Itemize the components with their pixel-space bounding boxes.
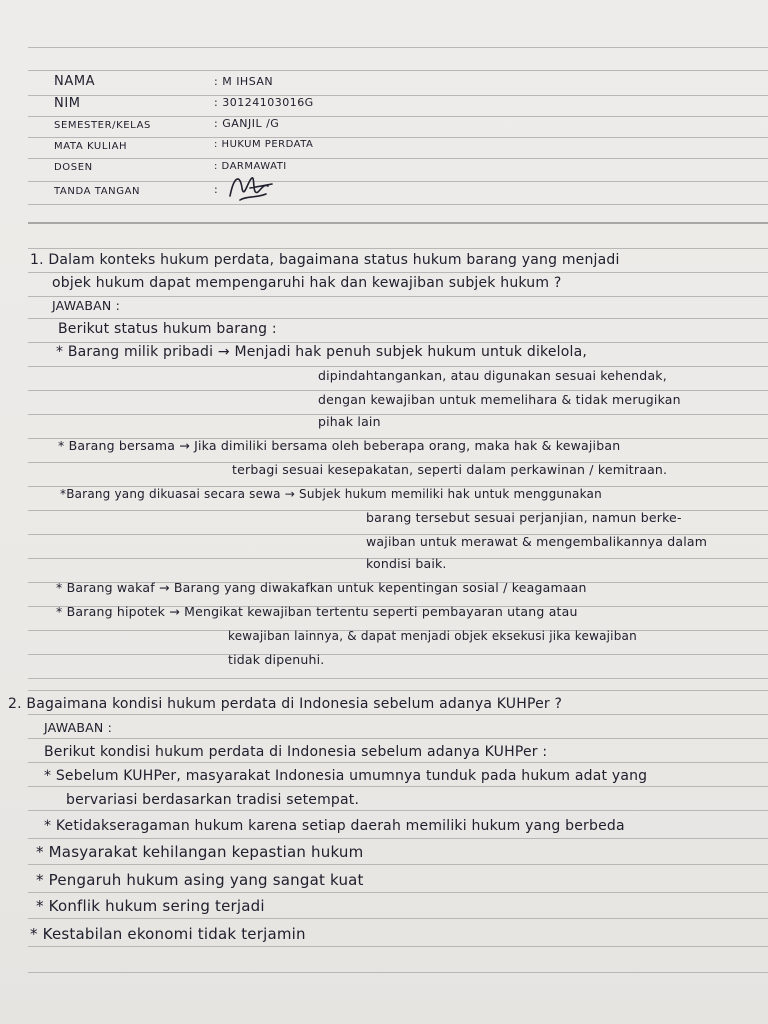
q2-item-4-line-1: * Pengaruh hukum asing yang sangat kuat	[36, 871, 364, 889]
ruled-line	[28, 838, 768, 839]
ruled-line	[28, 864, 768, 865]
header-label-dosen: DOSEN	[54, 162, 93, 173]
q1-item-3-line-3: wajiban untuk merawat & mengembalikannya dalam	[366, 534, 708, 549]
q1-item-1-line-1: * Barang milik pribadi → Menjadi hak penuh subjek hukum untuk dikelola,	[56, 344, 588, 360]
q1-item-3-line-2: barang tersebut sesuai perjanjian, namun berke-	[366, 510, 682, 525]
ruled-line	[28, 918, 768, 919]
q1-item-1-line-4: pihak lain	[318, 414, 381, 429]
q1-item-3-line-4: kondisi baik.	[366, 556, 447, 571]
q2-item-1-line-1: * Sebelum KUHPer, masyarakat Indonesia umumnya tunduk pada hukum adat yang	[44, 768, 648, 784]
ruled-line	[28, 738, 768, 739]
ruled-line	[28, 654, 768, 655]
ruled-line	[28, 222, 768, 224]
q1-item-2-line-1: * Barang bersama → Jika dimiliki bersama oleh beberapa orang, maka hak & kewajiban	[58, 438, 621, 453]
header-value-nim: : 30124103016G	[214, 96, 314, 109]
q2-answer-label: JAWABAN :	[44, 720, 113, 735]
ruled-line	[28, 714, 768, 715]
q1-question-line-1: 1. Dalam konteks hukum perdata, bagaimana status hukum barang yang menjadi	[30, 252, 620, 268]
ruled-line	[28, 810, 768, 811]
q2-intro: Berikut kondisi hukum perdata di Indonesia sebelum adanya KUHPer :	[44, 744, 548, 760]
q1-item-5-line-1: * Barang hipotek → Mengikat kewajiban tertentu seperti pembayaran utang atau	[56, 604, 578, 619]
q1-item-3-line-1: *Barang yang dikuasai secara sewa → Subjek hukum memiliki hak untuk menggunakan	[60, 487, 602, 501]
header-label-nim: NIM	[54, 96, 81, 111]
q1-item-4-line-1: * Barang wakaf → Barang yang diwakafkan untuk kepentingan sosial / keagamaan	[56, 580, 587, 595]
header-value-tanda-tangan: :	[214, 183, 219, 196]
q1-item-5-line-2: kewajiban lainnya, & dapat menjadi objek eksekusi jika kewajiban	[228, 629, 637, 643]
ruled-line	[28, 762, 768, 763]
ruled-line	[28, 690, 768, 691]
q1-answer-label: JAWABAN :	[52, 298, 121, 313]
q2-item-2-line-1: * Ketidakseragaman hukum karena setiap daerah memiliki hukum yang berbeda	[44, 818, 625, 834]
q1-question-line-2: objek hukum dapat mempengaruhi hak dan kewajiban subjek hukum ?	[52, 275, 562, 291]
ruled-line	[28, 158, 768, 159]
ruled-line	[28, 204, 768, 205]
ruled-line	[28, 47, 768, 48]
header-label-mata-kuliah: MATA KULIAH	[54, 141, 128, 152]
ruled-line	[28, 137, 768, 138]
ruled-line	[28, 786, 768, 787]
q1-item-5-line-3: tidak dipenuhi.	[228, 652, 325, 667]
q1-intro: Berikut status hukum barang :	[58, 321, 277, 337]
ruled-line	[28, 70, 768, 71]
header-label-nama: NAMA	[54, 74, 96, 89]
ruled-line	[28, 946, 768, 947]
q2-question: 2. Bagaimana kondisi hukum perdata di Indonesia sebelum adanya KUHPer ?	[8, 696, 563, 712]
ruled-line	[28, 296, 768, 297]
ruled-line	[28, 892, 768, 893]
q2-item-3-line-1: * Masyarakat kehilangan kepastian hukum	[36, 843, 364, 861]
q2-item-6-line-1: * Kestabilan ekonomi tidak terjamin	[30, 925, 306, 943]
header-label-semester: SEMESTER/KELAS	[54, 120, 151, 131]
header-value-nama: : M IHSAN	[214, 75, 274, 88]
q2-item-1-line-2: bervariasi berdasarkan tradisi setempat.	[66, 792, 360, 808]
q1-item-2-line-2: terbagi sesuai kesepakatan, seperti dalam perkawinan / kemitraan.	[232, 462, 668, 477]
header-label-tanda-tangan: TANDA TANGAN	[54, 186, 141, 197]
ruled-line	[28, 95, 768, 96]
ruled-line	[28, 972, 768, 973]
q1-item-1-line-3: dengan kewajiban untuk memelihara & tidak merugikan	[318, 392, 681, 407]
ruled-line	[28, 414, 768, 415]
signature-icon	[222, 166, 282, 206]
header-value-mata-kuliah: : HUKUM PERDATA	[214, 139, 314, 150]
header-value-dosen: : DARMAWATI	[214, 161, 287, 172]
q2-item-5-line-1: * Konflik hukum sering terjadi	[36, 897, 265, 915]
q1-item-1-line-2: dipindahtangankan, atau digunakan sesuai kehendak,	[318, 368, 667, 383]
ruled-line	[28, 248, 768, 249]
header-value-semester: : GANJIL /G	[214, 117, 280, 130]
ruled-line	[28, 678, 768, 679]
